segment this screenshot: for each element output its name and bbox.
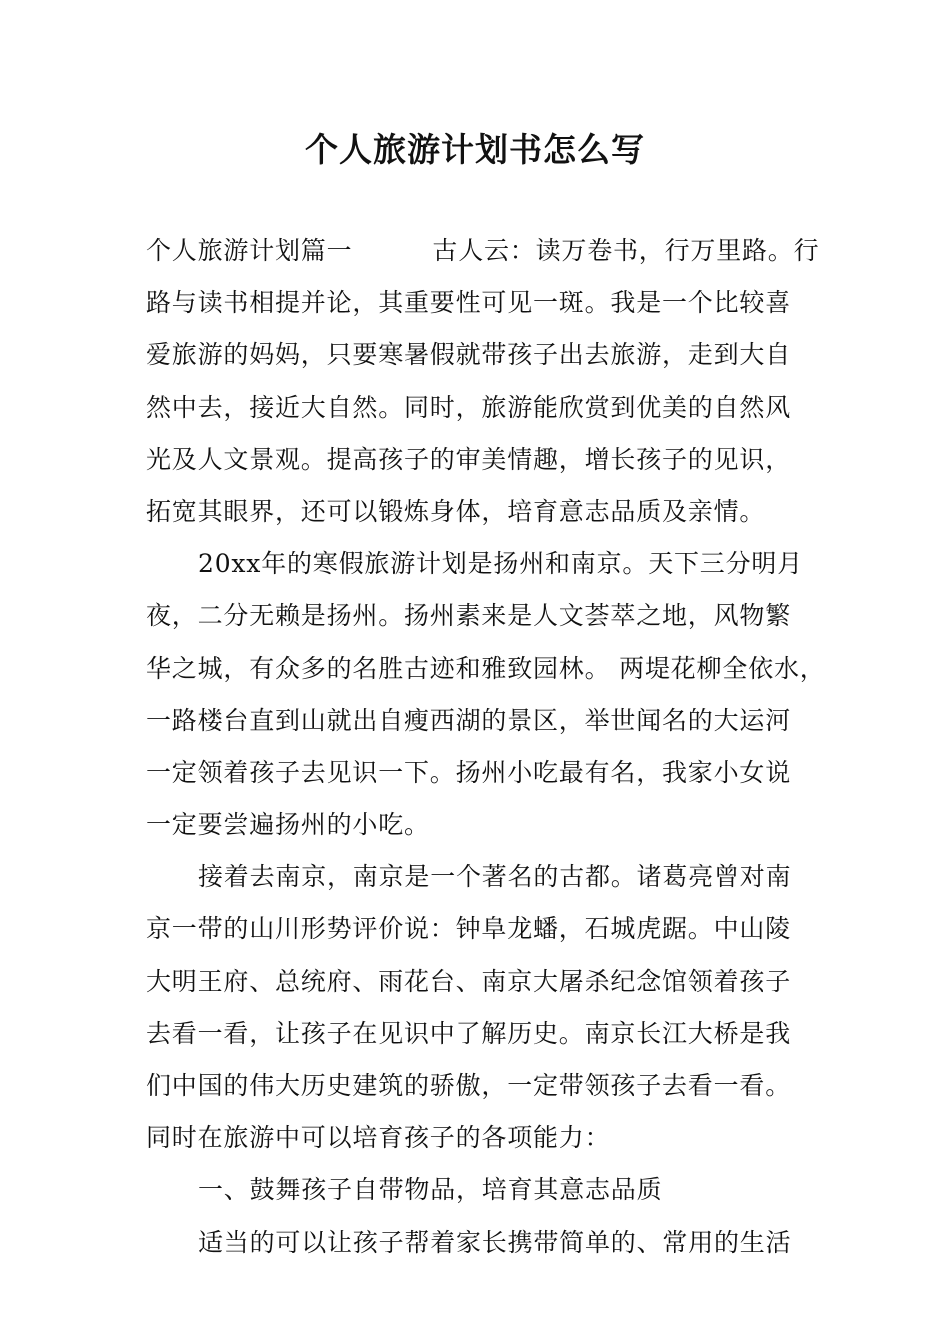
text-line: 大明王府、总统府、雨花台、南京大屠杀纪念馆领着孩子 xyxy=(146,966,792,996)
text-line: 去看一看，让孩子在见识中了解历史。南京长江大桥是我 xyxy=(146,1018,792,1048)
section-label: 个人旅游计划篇一 xyxy=(146,236,353,265)
text-line xyxy=(146,225,826,277)
text-line: 拓宽其眼界，还可以锻炼身体，培育意志品质及亲情。 xyxy=(146,496,766,526)
document-body xyxy=(146,225,826,1269)
text-line: 适当的可以让孩子帮着家长携带简单的、常用的生活 xyxy=(198,1227,792,1257)
text-line: 20xx年的寒假旅游计划是扬州和南京。天下三分明月 xyxy=(198,549,804,579)
text-line: 一定要尝遍扬州的小吃。 xyxy=(146,810,430,840)
text-line: 然中去，接近大自然。同时，旅游能欣赏到优美的自然风 xyxy=(146,392,792,422)
text-line: 们中国的伟大历史建筑的骄傲，一定带领孩子去看一看。 xyxy=(146,1071,792,1100)
text-line: 一路楼台直到山就出自瘦西湖的景区，举世闻名的大运河 xyxy=(146,705,792,735)
text-line: 华之城，有众多的名胜古迹和雅致园林。 两堤花柳全依水， xyxy=(146,653,826,683)
text-line: 一定领着孩子去见识一下。扬州小吃最有名，我家小女说 xyxy=(146,757,792,787)
text-line: 京一带的山川形势评价说：钟阜龙蟠，石城虎踞。中山陵 xyxy=(146,914,792,944)
document-title: 个人旅游计划书怎么写 xyxy=(305,130,645,169)
text-line: 爱旅游的妈妈，只要寒暑假就带孩子出去旅游，走到大自 xyxy=(146,340,792,370)
text-line: 路与读书相提并论，其重要性可见一斑。我是一个比较喜 xyxy=(146,288,792,318)
text-line: 夜，二分无赖是扬州。扬州素来是人文荟萃之地，风物繁 xyxy=(146,601,792,631)
text-line: 同时在旅游中可以培育孩子的各项能力： xyxy=(146,1123,611,1153)
text-line: 接着去南京，南京是一个著名的古都。诸葛亮曾对南 xyxy=(198,862,792,892)
text-segment: 古人云：读万卷书，行万里路。行 xyxy=(432,236,820,265)
text-line: 一、鼓舞孩子自带物品，培育其意志品质 xyxy=(198,1175,663,1205)
text-line: 光及人文景观。提高孩子的审美情趣，增长孩子的见识， xyxy=(146,444,792,474)
